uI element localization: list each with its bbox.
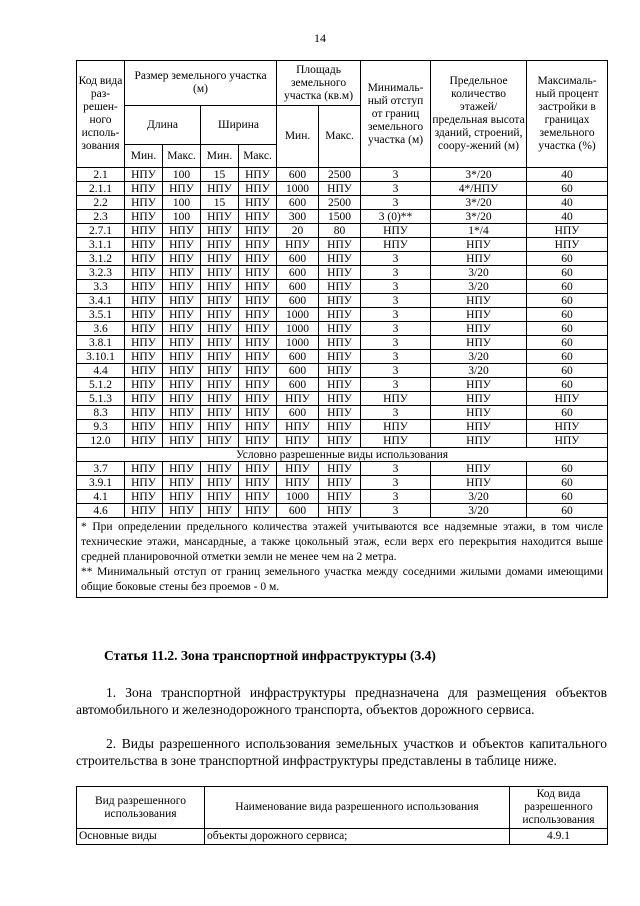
table-cell: НПУ [125,266,163,280]
table-cell: НПУ [201,420,239,434]
table-cell: НПУ [239,378,277,392]
table-cell: 1000 [277,490,319,504]
table-row [77,350,608,364]
t2-row-name: объекты дорожного сервиса; [205,829,510,845]
table-cell: 3 [361,336,431,350]
t2-header-name: Наименование вида разрешенного использования [205,787,510,829]
table-cell: 3/20 [431,280,527,294]
table-row [77,252,608,266]
table-cell: НПУ [201,490,239,504]
table-cell: НПУ [201,378,239,392]
header-coverage: Максималь-ный процент застройки в границах земельного участка (%) [527,61,608,168]
table-cell: НПУ [201,364,239,378]
table-cell: НПУ [319,462,361,476]
table-cell: 100 [163,196,201,210]
table-cell: НПУ [163,462,201,476]
table-cell: 3 [361,308,431,322]
table-cell: 3 [361,196,431,210]
table-cell: НПУ [431,336,527,350]
table-cell: НПУ [239,294,277,308]
table-cell: 3 (0)** [361,210,431,224]
table-cell: 9.3 [77,420,125,434]
header-floors: Предельное количество этажей/ предельная высота зданий, строений, соору-жений (м) [431,61,527,168]
table-cell: НПУ [319,322,361,336]
header-length-max: Макс. [163,145,201,168]
table-cell: НПУ [239,308,277,322]
table-cell: НПУ [277,434,319,448]
table-cell: 2500 [319,196,361,210]
table-cell: НПУ [239,406,277,420]
table-cell: НПУ [125,378,163,392]
table-cell: НПУ [431,476,527,490]
table-cell: НПУ [163,406,201,420]
table-cell: НПУ [527,238,608,252]
table-cell: НПУ [239,168,277,182]
table-cell: 3.6 [77,322,125,336]
header-setback: Минималь-ный отступ от границ земельного участка (м) [361,61,431,168]
table-cell: 100 [163,168,201,182]
table-cell: 3 [361,364,431,378]
table-cell: 1000 [277,182,319,196]
table-cell: НПУ [239,210,277,224]
table-cell: 2.1 [77,168,125,182]
table-cell: НПУ [319,434,361,448]
table-row [77,308,608,322]
table-cell: 3.10.1 [77,350,125,364]
table-cell: 600 [277,294,319,308]
table-cell: НПУ [319,266,361,280]
table-row [77,420,608,434]
table-cell: НПУ [319,420,361,434]
table-cell: НПУ [277,238,319,252]
table-cell: НПУ [125,322,163,336]
table-cell: 40 [527,210,608,224]
table-cell: 4.6 [77,504,125,518]
table-cell: 3.2.3 [77,266,125,280]
table-cell: 3/20 [431,350,527,364]
table-cell: НПУ [125,350,163,364]
table-cell: НПУ [277,392,319,406]
table-cell: НПУ [239,238,277,252]
table-row [77,434,608,448]
table-cell: НПУ [201,350,239,364]
table-row [77,196,608,210]
table-cell: 2.1.1 [77,182,125,196]
table-cell: НПУ [125,434,163,448]
table-cell: 1000 [277,322,319,336]
table-cell: НПУ [201,462,239,476]
table-cell: 600 [277,350,319,364]
table-cell: НПУ [125,462,163,476]
table-cell: 60 [527,504,608,518]
table-cell: НПУ [163,434,201,448]
table-cell: 3.1.2 [77,252,125,266]
table-cell: 60 [527,182,608,196]
table-cell: НПУ [125,210,163,224]
table-cell: НПУ [361,224,431,238]
table-cell: 60 [527,490,608,504]
table-cell: НПУ [319,392,361,406]
conditional-table-row [77,462,608,476]
table-cell: 3.3 [77,280,125,294]
table-cell: 1000 [277,308,319,322]
table-cell: 3.5.1 [77,308,125,322]
table-cell: НПУ [201,266,239,280]
header-width-min: Мин. [201,145,239,168]
table-cell: 2.2 [77,196,125,210]
table-cell: 2.3 [77,210,125,224]
article-heading: Статья 11.2. Зона транспортной инфраструктуры (3.4) [104,648,436,663]
table-cell: НПУ [431,420,527,434]
table-cell: НПУ [201,336,239,350]
table-cell: НПУ [319,476,361,490]
t2-header-type: Вид разрешенного использования [77,787,205,829]
table-cell: НПУ [239,476,277,490]
table-cell: 3 [361,378,431,392]
table-cell: НПУ [431,462,527,476]
table-cell: НПУ [163,350,201,364]
table-cell: 600 [277,378,319,392]
table-cell: НПУ [201,210,239,224]
table-cell: НПУ [163,294,201,308]
table-cell: 5.1.2 [77,378,125,392]
table-row [77,168,608,182]
table-cell: НПУ [125,308,163,322]
header-area-max: Макс. [319,106,361,168]
table-cell: НПУ [431,378,527,392]
table-cell: НПУ [319,308,361,322]
table-cell: 8.3 [77,406,125,420]
conditional-table-row [77,504,608,518]
table-cell: НПУ [163,238,201,252]
table-cell: 3 [361,476,431,490]
table-cell: 60 [527,294,608,308]
table-cell: 1*/4 [431,224,527,238]
table-cell: НПУ [319,252,361,266]
table-cell: 3 [361,182,431,196]
table-cell: НПУ [527,392,608,406]
table-cell: НПУ [201,308,239,322]
table-cell: НПУ [163,322,201,336]
paragraph-1: 1. Зона транспортной инфраструктуры предназначена для размещения объектов автомобильного и железнодорожного транспорта, объектов дорожного сервиса. [76,685,607,717]
table-cell: НПУ [163,420,201,434]
conditional-section-title: Условно разрешенные виды использования [77,448,608,462]
table-cell: 60 [527,252,608,266]
table-cell: 3/20 [431,504,527,518]
conditional-table-row [77,490,608,504]
table-cell: 40 [527,168,608,182]
table-cell: 3/20 [431,364,527,378]
table-cell: НПУ [431,322,527,336]
table-cell: 3.8.1 [77,336,125,350]
table-row [77,294,608,308]
table-notes [77,518,608,598]
table-cell: НПУ [125,182,163,196]
table-cell: 60 [527,406,608,420]
table-row [77,322,608,336]
table-cell: НПУ [319,406,361,420]
table-cell: 2500 [319,168,361,182]
header-area: Площадь земельного участка (кв.м) [277,61,361,106]
table-cell: НПУ [125,238,163,252]
table-cell: НПУ [361,238,431,252]
table-row [77,182,608,196]
table-cell: НПУ [319,364,361,378]
table-row [77,378,608,392]
table-cell: 3*/20 [431,168,527,182]
table-cell: НПУ [125,252,163,266]
table-cell: НПУ [201,504,239,518]
table-cell: 60 [527,308,608,322]
table-cell: НПУ [239,224,277,238]
table-cell: НПУ [201,322,239,336]
table-cell: 1500 [319,210,361,224]
header-code: Код вида раз-решен-ного исполь-зования [77,61,125,168]
table-cell: НПУ [201,434,239,448]
table-cell: НПУ [527,434,608,448]
table-cell: 3 [361,266,431,280]
table-cell: НПУ [201,476,239,490]
table-cell: 3 [361,322,431,336]
table-row [77,364,608,378]
table-cell: НПУ [431,238,527,252]
table-cell: НПУ [239,322,277,336]
table-cell: 1000 [277,336,319,350]
table-cell: 3.7 [77,462,125,476]
table-cell: НПУ [239,364,277,378]
header-size: Размер земельного участка (м) [125,61,277,106]
table-cell: 60 [527,322,608,336]
table-cell: НПУ [239,434,277,448]
table-cell: НПУ [277,476,319,490]
t2-row-code: 4.9.1 [510,829,608,845]
table-cell: 20 [277,224,319,238]
table-cell: 600 [277,406,319,420]
page-number: 14 [314,31,326,45]
table-cell: 600 [277,364,319,378]
table-cell: НПУ [163,364,201,378]
table-cell: 60 [527,350,608,364]
table-cell: 3 [361,462,431,476]
table-row [77,336,608,350]
table-cell: 60 [527,266,608,280]
table-cell: 4*/НПУ [431,182,527,196]
table-cell: НПУ [431,252,527,266]
table-cell: НПУ [361,434,431,448]
table-cell: 600 [277,266,319,280]
table-cell: 60 [527,336,608,350]
table-cell: НПУ [163,224,201,238]
table-cell: НПУ [201,182,239,196]
header-length-min: Мин. [125,145,163,168]
table-cell: 3 [361,252,431,266]
table-cell: НПУ [239,336,277,350]
table-cell: НПУ [239,420,277,434]
table-cell: НПУ [125,336,163,350]
header-length: Длина [125,106,201,145]
table-cell: НПУ [527,224,608,238]
table-cell: НПУ [201,224,239,238]
table-cell: НПУ [125,224,163,238]
table-cell: НПУ [125,406,163,420]
table-cell: 15 [201,196,239,210]
table-row [77,266,608,280]
table-cell: НПУ [201,406,239,420]
table-cell: 80 [319,224,361,238]
table-cell: 60 [527,364,608,378]
table-cell: НПУ [163,476,201,490]
table-cell: 60 [527,378,608,392]
table-cell: НПУ [239,182,277,196]
note-setback: ** Минимальный отступ от границ земельного участка между соседними жилыми домами имеющими общие боковые стены без проемов - 0 м. [81,566,604,593]
table-cell: НПУ [239,490,277,504]
table-cell: НПУ [163,280,201,294]
table-cell: НПУ [125,196,163,210]
transport-zone-table [76,786,608,845]
table-cell: 15 [201,168,239,182]
table-cell: НПУ [125,280,163,294]
conditional-table-row [77,476,608,490]
table-cell: НПУ [125,294,163,308]
table-cell: НПУ [201,252,239,266]
table-cell: 300 [277,210,319,224]
table-cell: НПУ [163,378,201,392]
table-cell: НПУ [125,420,163,434]
table-row [77,392,608,406]
paragraph-2: 2. Виды разрешенного использования земельных участков и объектов капитального строительства в зоне транспортной инфраструктуры представлены в таблице ниже. [76,736,607,768]
table-cell: 3.9.1 [77,476,125,490]
table-cell: 3 [361,168,431,182]
table-cell: НПУ [361,392,431,406]
table-cell: НПУ [431,294,527,308]
table-cell: 60 [527,462,608,476]
table-cell: НПУ [319,336,361,350]
table-cell: 3 [361,350,431,364]
table-cell: НПУ [319,504,361,518]
table-cell: НПУ [431,434,527,448]
table-cell: НПУ [239,504,277,518]
table-cell: НПУ [239,392,277,406]
table-cell: НПУ [239,196,277,210]
table-cell: 3.1.1 [77,238,125,252]
table-cell: НПУ [319,182,361,196]
conditional-rows [77,462,608,518]
table-cell: 3 [361,406,431,420]
table-cell: 3*/20 [431,196,527,210]
table-cell: НПУ [125,490,163,504]
table-cell: НПУ [431,406,527,420]
table-cell: 60 [527,280,608,294]
table-cell: 40 [527,196,608,210]
table-cell: 5.1.3 [77,392,125,406]
table-cell: 12.0 [77,434,125,448]
table-cell: 600 [277,168,319,182]
main-rows [77,168,608,448]
table-cell: 3/20 [431,490,527,504]
table-cell: НПУ [319,294,361,308]
table-cell: НПУ [125,168,163,182]
table-cell: НПУ [431,308,527,322]
table-cell: НПУ [163,490,201,504]
t2-header-code: Код вида разрешенного использования [510,787,608,829]
table-cell: НПУ [201,392,239,406]
table-cell: 3*/20 [431,210,527,224]
table-row [77,406,608,420]
table-cell: 3 [361,490,431,504]
table-cell: НПУ [201,294,239,308]
table-row [77,224,608,238]
table-cell: НПУ [239,252,277,266]
table-cell: 600 [277,252,319,266]
header-width: Ширина [201,106,277,145]
table-cell: 2.7.1 [77,224,125,238]
table-cell: 3/20 [431,266,527,280]
table-cell: 3 [361,294,431,308]
table-cell: НПУ [163,336,201,350]
table-cell: 4.1 [77,490,125,504]
land-use-parameters-table [76,60,608,598]
table-cell: 3 [361,504,431,518]
table-cell: 600 [277,280,319,294]
table-cell: НПУ [163,504,201,518]
table-cell: НПУ [277,420,319,434]
table-cell: 4.4 [77,364,125,378]
table-cell: НПУ [319,490,361,504]
table-cell: НПУ [163,308,201,322]
table-cell: НПУ [163,392,201,406]
table-cell: НПУ [239,462,277,476]
table-cell: НПУ [527,420,608,434]
header-area-min: Мин. [277,106,319,168]
table-row [77,210,608,224]
header-width-max: Макс. [239,145,277,168]
table-cell: НПУ [163,266,201,280]
table-cell: НПУ [163,182,201,196]
table-cell: НПУ [239,280,277,294]
table-cell: НПУ [201,238,239,252]
table-cell: НПУ [277,462,319,476]
table-cell: НПУ [239,350,277,364]
table-cell: НПУ [201,280,239,294]
table-cell: НПУ [125,504,163,518]
table-cell: НПУ [431,392,527,406]
note-floors: * При определении предельного количества этажей учитываются все надземные этажи, в том числе технические этажи, мансардные, а также цокольный этаж, если верх его перекрытия находится выше средней планировочной отметки земли не менее чем на 2 метра. [81,521,604,563]
table-cell: НПУ [319,280,361,294]
table-cell: 60 [527,476,608,490]
table-cell: НПУ [125,364,163,378]
table-cell: НПУ [125,392,163,406]
table-cell: 3 [361,280,431,294]
table-row [77,238,608,252]
table-cell: НПУ [319,350,361,364]
table-cell: НПУ [125,476,163,490]
table-cell: 600 [277,504,319,518]
table-row [77,280,608,294]
table-cell: НПУ [361,420,431,434]
table-cell: НПУ [239,266,277,280]
table-cell: 600 [277,196,319,210]
table-cell: НПУ [319,238,361,252]
table-cell: НПУ [163,252,201,266]
table-cell: НПУ [319,378,361,392]
t2-row-type: Основные виды [77,829,205,845]
table-cell: 3.4.1 [77,294,125,308]
table-cell: 100 [163,210,201,224]
